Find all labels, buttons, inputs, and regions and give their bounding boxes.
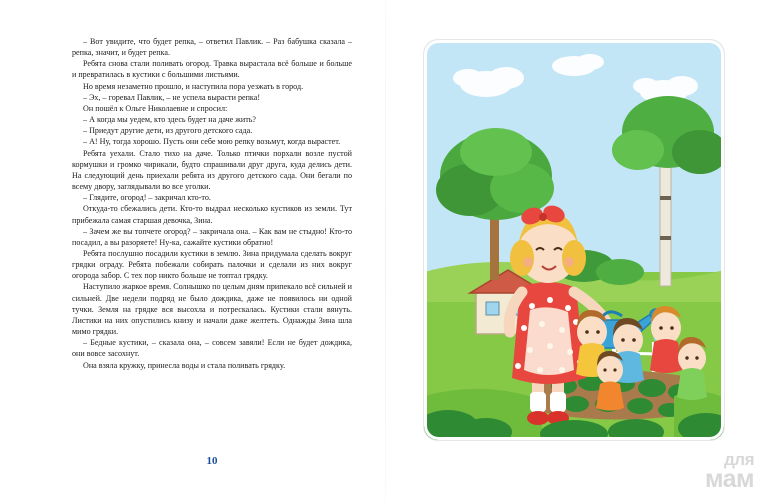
page-gutter — [385, 0, 386, 503]
illustration-graphic — [424, 40, 724, 440]
paragraph: Но время незаметно прошло, и наступила пора уезжать в город. — [83, 81, 304, 91]
paragraph: – Приедут другие дети, из другого детского сада. — [83, 126, 253, 136]
watermark-line-2: мам — [704, 465, 754, 493]
paragraph: – Глядите, огород! – закричал кто-то. — [83, 193, 211, 203]
paragraph: – Зачем же вы топчете огород? – закричала она. – Как вам не стыдно! Кто-то посадил, а вы разоряете! Ну-ка, сажайте кустики обратно! — [72, 226, 352, 247]
paragraph: – Бедные кустики, – сказала она, – совсем завяли! Если не будет дождика, они вовсе засохнут. — [72, 338, 352, 359]
watermark-line-1: для — [723, 450, 754, 470]
paragraph: – Вот увидите, что будет репка, – ответил Павлик. – Раз бабушка сказала – репка, значит, и будет репка. — [72, 37, 352, 58]
page-number: 10 — [206, 455, 218, 467]
illustration — [424, 40, 724, 440]
paragraph: Наступило жаркое время. Солнышко по целым дням припекало всё сильней и сильней. Две недели подряд не было дождика, даже не появилось ни одной тучки. Земля на грядке вся высохла и потрескалась. Кустики стали вянуть. Листики на них опустились книзу и начали даже желтеть. Однажды Зина шла мимо грядки. — [72, 282, 352, 337]
paragraph: Ребята послушно посадили кустики в землю. Зина придумала сделать вокруг грядки ограду. Ребята побежали собирать палочки и сделали из них вокруг огорода забор. С тех пор никто больше не топтал грядку. — [72, 248, 352, 281]
paragraph: Она взяла кружку, принесла воды и стала поливать грядку. — [83, 360, 286, 370]
paragraph: Ребята уехали. Стало тихо на даче. Только птички порхали возле пустой кормушки и громко чирикали, будто спрашивали друг друга, куда делись дети. На следующий день приехали ребята из другого детского сада. Они бегали по всему двору, заглядывали во все уголки. — [72, 148, 352, 192]
bush — [596, 259, 644, 285]
paragraph: Он пошёл к Ольге Николаевне и спросил: — [83, 103, 228, 113]
paragraph: Ребята снова стали поливать огород. Травка вырастала всё больше и больше и превратилась в кустики с большими листьями. — [72, 59, 352, 80]
paragraph: – А когда мы уедем, кто здесь будет на даче жить? — [83, 115, 257, 125]
paragraph: Откуда-то сбежались дети. Кто-то выдрал несколько кустиков из земли. Тут прибежала самая старшая девочка, Зина. — [72, 204, 352, 225]
watermark — [705, 452, 754, 491]
paragraph: – А! Ну, тогда хорошо. Пусть они себе мою репку возьмут, когда вырастет. — [83, 137, 341, 147]
paragraph: – Эх, – горевал Павлик, – не успела вырасти репка! — [83, 92, 261, 102]
text-column — [72, 36, 352, 456]
